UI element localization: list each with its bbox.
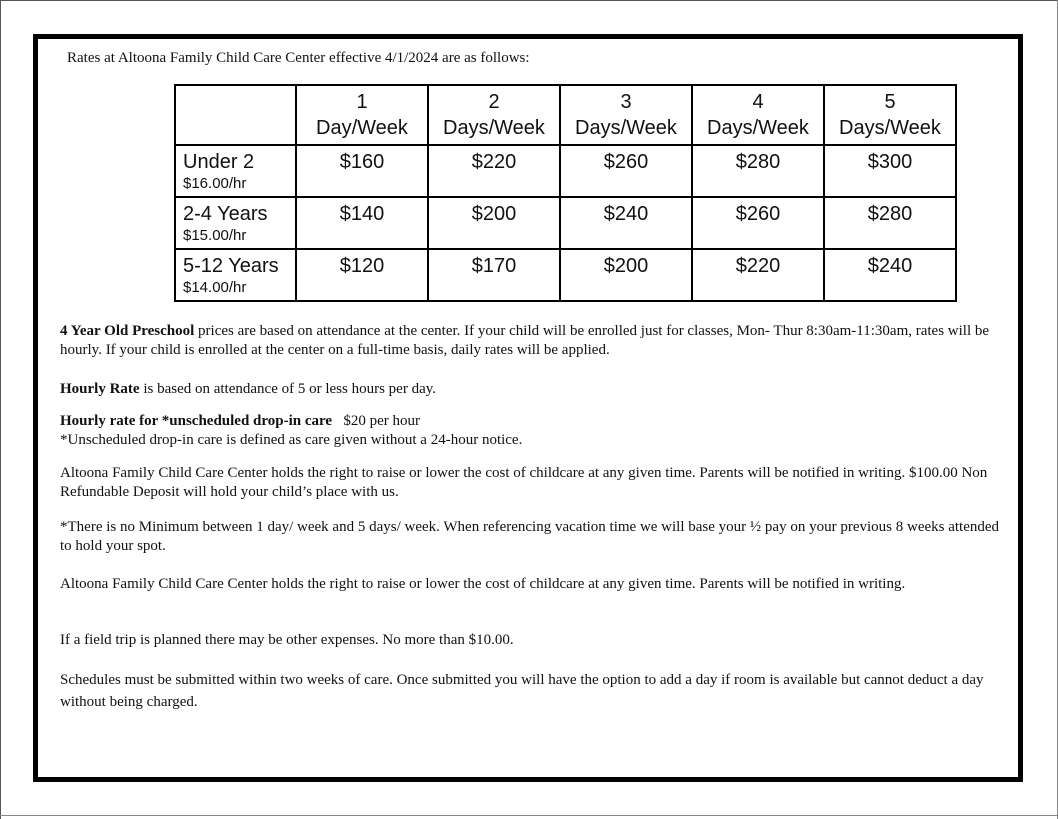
schedules-paragraph: Schedules must be submitted within two weeks of care. Once submitted you will have the option to add a day if room is available but cannot deduct a day without being charged. — [60, 672, 984, 710]
age-cell: 2-4 Years $15.00/hr — [175, 197, 296, 249]
rates-heading: Rates at Altoona Family Child Care Center effective 4/1/2024 are as follows: — [67, 50, 530, 66]
hourly-rate-paragraph — [60, 380, 1005, 399]
preschool-text: prices are based on attendance at the center. If your child will be enrolled just for classes, Mon- Thur 8:30am-11:30am, rates will be hourly. If your child is enrolled at the center on a full-time basis, daily rates will be applied. — [60, 323, 990, 358]
table-row — [175, 197, 956, 249]
price-cell: $220 — [428, 145, 560, 197]
price-cell: $120 — [296, 249, 428, 301]
field-trip-paragraph: If a field trip is planned there may be other expenses. No more than $10.00. — [60, 632, 514, 648]
dropin-price: $20 per hour — [332, 413, 420, 429]
price-cell: $240 — [560, 197, 692, 249]
age-cell: Under 2 $16.00/hr — [175, 145, 296, 197]
column-header: 5 Days/Week — [824, 85, 956, 145]
price-cell: $280 — [824, 197, 956, 249]
column-header: 4 Days/Week — [692, 85, 824, 145]
dropin-label: Hourly rate for *unscheduled drop-in care — [60, 413, 333, 429]
table-header-row — [175, 85, 956, 145]
page-edge-left — [0, 0, 1, 819]
page-edge-top — [0, 0, 1058, 1]
price-cell: $260 — [560, 145, 692, 197]
rights-notice-paragraph: Altoona Family Child Care Center holds the right to raise or lower the cost of childcare at any given time. Parents will be notified in writing. — [60, 576, 906, 592]
page-edge-bottom — [0, 815, 1058, 816]
table-row — [175, 249, 956, 301]
price-cell: $220 — [692, 249, 824, 301]
price-cell: $240 — [824, 249, 956, 301]
age-cell: 5-12 Years $14.00/hr — [175, 249, 296, 301]
column-header: 3 Days/Week — [560, 85, 692, 145]
corner-cell — [175, 85, 296, 145]
column-header: 1 Day/Week — [296, 85, 428, 145]
dropin-note: *Unscheduled drop-in care is defined as care given without a 24-hour notice. — [60, 432, 523, 448]
price-cell: $200 — [560, 249, 692, 301]
price-cell: $140 — [296, 197, 428, 249]
preschool-paragraph — [60, 322, 1005, 360]
price-cell: $300 — [824, 145, 956, 197]
hourly-rate-text: is based on attendance of 5 or less hours per day. — [139, 381, 437, 397]
price-cell: $280 — [692, 145, 824, 197]
price-cell: $200 — [428, 197, 560, 249]
price-cell: $160 — [296, 145, 428, 197]
price-cell: $260 — [692, 197, 824, 249]
price-cell: $170 — [428, 249, 560, 301]
rates-table — [174, 84, 957, 302]
dropin-paragraph — [60, 412, 1005, 450]
hourly-rate-label: Hourly Rate — [60, 381, 140, 397]
column-header: 2 Days/Week — [428, 85, 560, 145]
rights-paragraph: Altoona Family Child Care Center holds the right to raise or lower the cost of childcare at any given time. Parents will be notified in writing. $100.00 Non Refundable Deposit will hold your child’s place with us. — [60, 465, 988, 500]
minimum-paragraph: *There is no Minimum between 1 day/ week and 5 days/ week. When referencing vacation time we will base your ½ pay on your previous 8 weeks attended to hold your spot. — [60, 519, 1000, 554]
table-row — [175, 145, 956, 197]
preschool-label: 4 Year Old Preschool — [60, 323, 195, 339]
